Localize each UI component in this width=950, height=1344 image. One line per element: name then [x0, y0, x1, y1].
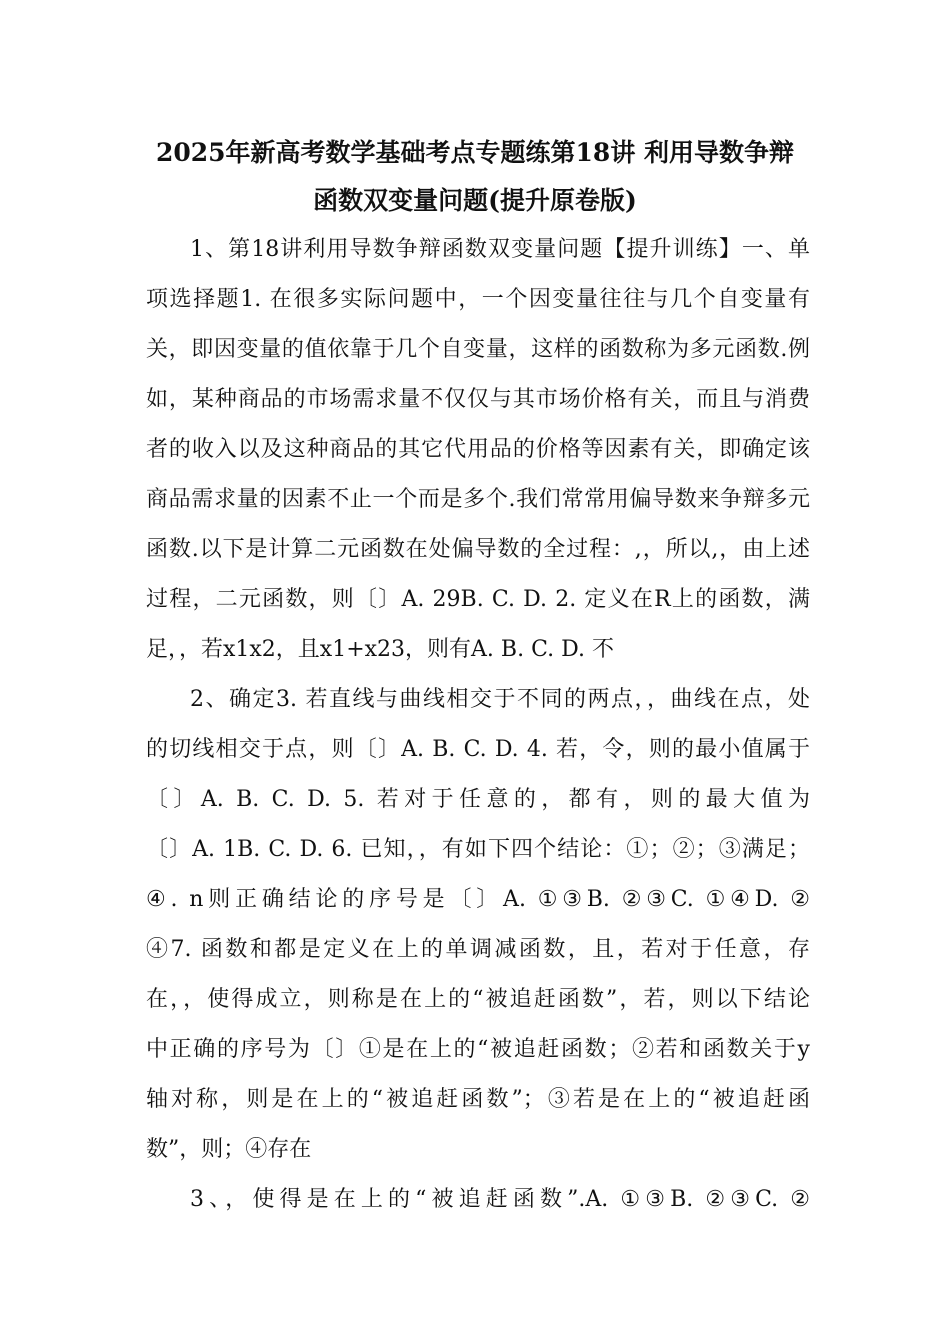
body-line: ④. n则正确结论的序号是〔〕A. ①③B. ②③C. ①④D. ② — [146, 887, 810, 912]
body-line: 1、第18讲利用导数争辩函数双变量问题【提升训练】一、单 — [190, 237, 810, 262]
body-line: 函数.以下是计算二元函数在处偏导数的全过程：,，所以,，由上述 — [146, 537, 810, 562]
body-line: 〔〕A. B. C. D. 5. 若对于任意的，都有，则的最大值为 — [146, 787, 810, 812]
body-line: 在，，使得成立，则称是在上的“被追赶函数”，若，则以下结论 — [146, 987, 810, 1012]
body-line: 关，即因变量的值依靠于几个自变量，这样的函数称为多元函数.例 — [146, 337, 810, 362]
body-line: 过程，二元函数，则〔〕A. 29B. C. D. 2. 定义在R上的函数，满 — [146, 587, 810, 612]
document-title-line-1: 2025年新高考数学基础考点专题练第18讲 利用导数争辩 — [155, 138, 795, 167]
document-title-line-2: 函数双变量问题(提升原卷版) — [313, 186, 637, 215]
body-line: 中正确的序号为〔〕①是在上的“被追赶函数；②若和函数关于y — [146, 1037, 810, 1062]
body-line: 数”，则；④存在 — [146, 1137, 312, 1162]
body-line: 足，，若x1x2，且x1+x23，则有A. B. C. D. 不 — [146, 637, 614, 662]
body-line: 〔〕A. 1B. C. D. 6. 已知，，有如下四个结论：①；②；③满足； — [146, 837, 810, 862]
body-line: 项选择题1. 在很多实际问题中，一个因变量往往与几个自变量有 — [146, 287, 810, 312]
body-line: 的切线相交于点，则〔〕A. B. C. D. 4. 若，令，则的最小值属于 — [146, 737, 810, 762]
body-line: 轴对称，则是在上的“被追赶函数”；③若是在上的“被追赶函 — [146, 1087, 810, 1112]
body-line: 3、，使得是在上的“被追赶函数”.A. ①③B. ②③C. ② — [190, 1187, 810, 1212]
body-line: 如，某种商品的市场需求量不仅仅与其市场价格有关，而且与消费 — [146, 387, 810, 412]
body-line: ④7. 函数和都是定义在上的单调减函数，且，若对于任意，存 — [146, 937, 810, 962]
body-line: 2、确定3. 若直线与曲线相交于不同的两点，，曲线在点，处 — [190, 687, 810, 712]
body-line: 者的收入以及这种商品的其它代用品的价格等因素有关，即确定该 — [146, 437, 810, 462]
body-line: 商品需求量的因素不止一个而是多个.我们常常用偏导数来争辩多元 — [146, 487, 810, 512]
